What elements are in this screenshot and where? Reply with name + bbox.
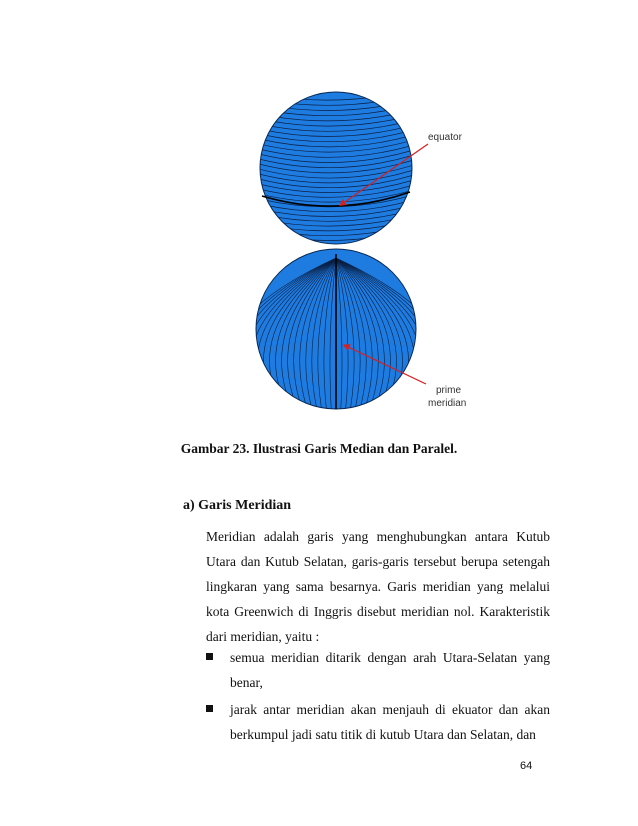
characteristics-list bbox=[206, 645, 550, 749]
list-item-text: jarak antar meridian akan menjauh di ekuator dan akan berkumpul jadi satu titik di kutub Utara dan Selatan, dan bbox=[230, 702, 550, 742]
globe-meridians bbox=[250, 249, 445, 413]
globe-parallels bbox=[255, 89, 417, 250]
equator-label: equator bbox=[428, 132, 462, 143]
list-item-text: semua meridian ditarik dengan arah Utara-Selatan yang benar, bbox=[230, 650, 550, 690]
prime-meridian-label-2: meridian bbox=[428, 398, 467, 409]
square-bullet-icon bbox=[206, 705, 213, 712]
figure-caption: Gambar 23. Ilustrasi Garis Median dan Paralel. bbox=[180, 441, 458, 456]
section-paragraph: Meridian adalah garis yang menghubungkan antara Kutub Utara dan Kutub Selatan, garis-garis tersebut berupa setengah lingkaran yang sama besarnya. Garis meridian yang melalui kota Greenwich di Inggris disebut meridian nol. Karakteristik dari meridian, yaitu : bbox=[206, 529, 550, 644]
page-number: 64 bbox=[520, 760, 533, 772]
list-item bbox=[206, 645, 550, 695]
prime-meridian-label-1: prime bbox=[436, 385, 462, 396]
square-bullet-icon bbox=[206, 653, 213, 660]
globe-figure bbox=[250, 88, 490, 418]
section-heading: a) Garis Meridian bbox=[183, 498, 292, 513]
list-item bbox=[206, 697, 550, 747]
